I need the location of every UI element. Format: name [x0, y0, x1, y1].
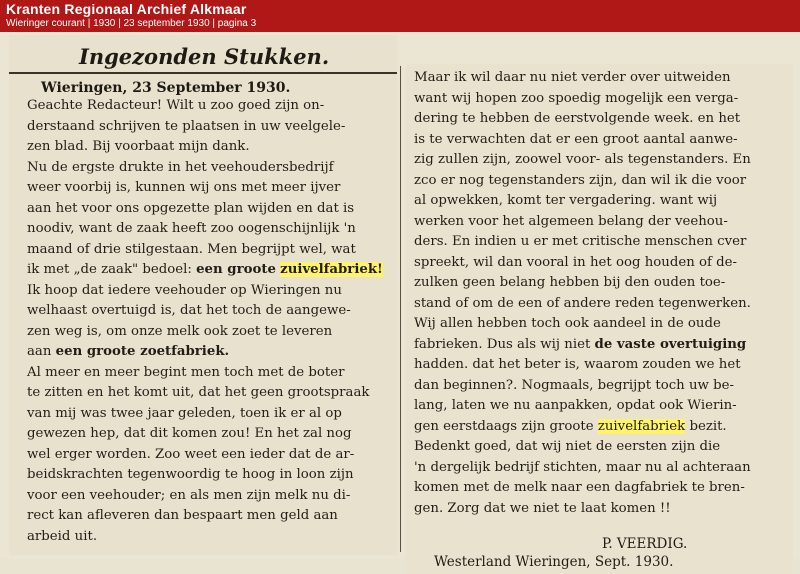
- newspaper-scan: [0, 32, 800, 570]
- text-line: noodiv, want de zaak heeft zoo oogenschijnlijk 'n: [27, 221, 356, 236]
- text-line: Bedenkt goed, dat wij niet de eersten zijn die: [414, 439, 721, 454]
- text-line: Maar ik wil daar nu niet verder over uitweiden: [414, 70, 731, 85]
- text-fragment: aan: [27, 344, 52, 359]
- column-divider: [400, 66, 401, 552]
- text-line: [414, 337, 746, 352]
- signature: P. VEERDIG.: [602, 536, 688, 552]
- text-line: arbeid uit.: [27, 528, 98, 544]
- bold-phrase: een groote: [196, 262, 276, 277]
- text-line: derstaand schrijven te plaatsen in uw veelgele-: [27, 118, 346, 134]
- text-line: werken voor het algemeen belang der veehou-: [414, 213, 728, 229]
- text-line: te zitten en het komt uit, dat het geen grootspraak: [27, 385, 370, 400]
- right-column: [406, 64, 793, 574]
- text-line: weer voorbij is, kunnen wij ons met meer ijver: [27, 180, 341, 195]
- dateline: Wieringen, 23 September 1930.: [41, 80, 291, 96]
- text-line: komen met de melk naar een dagfabriek te bren-: [414, 480, 745, 495]
- text-line: dering te hebben de eerstvolgende week. en het: [414, 111, 741, 126]
- search-highlight: zuivelfabriek: [597, 418, 686, 434]
- text-line: voor een veehouder; en als men zijn melk nu di-: [27, 487, 351, 503]
- text-line: maand of drie stilgestaan. Men begrijpt wel, wat: [27, 241, 356, 257]
- place-date: Westerland Wieringen, Sept. 1930.: [434, 554, 674, 570]
- text-line: [27, 344, 229, 359]
- text-fragment: fabrieken. Dus als wij niet: [414, 336, 591, 352]
- text-fragment: bezit.: [689, 418, 727, 434]
- text-line: hadden. dat het beter is, waarom zouden we het: [414, 357, 741, 372]
- text-line: zen blad. Bij voorbaat mijn dank.: [27, 139, 250, 154]
- text-line: welhaast overtuigd is, dat het toch de aangewe-: [27, 303, 351, 318]
- text-line: zen weg is, om onze melk ook zoet te leveren: [27, 323, 333, 339]
- archive-header: [0, 0, 800, 32]
- text-line: stand of om de een of andere reden tegenwerken.: [414, 295, 751, 311]
- archive-title: Kranten Regionaal Archief Alkmaar: [6, 1, 247, 17]
- text-line: al opwekken, komt ter vergadering. want wij: [414, 193, 718, 208]
- text-fragment: gen eerstdaags zijn groote: [414, 418, 594, 434]
- text-line: gen. Zorg dat we niet te laat komen !!: [414, 500, 671, 516]
- text-line: Nu de ergste drukte in het veehoudersbedrijf: [27, 159, 334, 175]
- search-highlight: zuivelfabriek!: [280, 262, 383, 277]
- text-line: [27, 262, 383, 277]
- text-line: 'n dergelijk bedrijf stichten, maar nu al achteraan: [414, 459, 751, 475]
- text-line: zig zullen zijn, zoowel voor- als tegenstanders. En: [414, 152, 751, 167]
- text-fragment: ik met „de zaak" bedoel:: [27, 262, 192, 277]
- text-line: spreekt, wil dan vooral in het oog houden of de-: [414, 254, 738, 270]
- text-line: zco er nog tegenstanders zijn, dan wil ik die voor: [414, 172, 747, 188]
- text-line: aan het voor ons opgezette plan wijden en dat is: [27, 200, 355, 216]
- heading-rule: [9, 72, 397, 74]
- text-line: ders. En indien u er met critische menschen cver: [414, 234, 747, 249]
- text-line: zulken geen belang hebben bij den ouden toe-: [414, 275, 726, 290]
- text-line: Ik hoop dat iedere veehouder op Wieringen nu: [27, 282, 342, 298]
- text-line: van mij was twee jaar geleden, toen ik er al op: [27, 405, 342, 421]
- text-line: want wij hopen zoo spoedig mogelijk een verga-: [414, 90, 739, 106]
- text-line: beidskrachten tegenwoordig te hoog in loon zijn: [27, 467, 354, 482]
- text-line: Geachte Redacteur! Wilt u zoo goed zijn on-: [27, 98, 325, 113]
- text-line: [414, 419, 727, 434]
- text-line: rect kan afleveren dan bespaart men geld aan: [27, 508, 338, 523]
- text-line: Wij allen hebben toch ook aandeel in de oude: [414, 316, 721, 331]
- section-heading: Ingezonden Stukken.: [79, 44, 330, 69]
- bold-phrase: de vaste overtuiging: [594, 336, 747, 352]
- text-line: is te verwachten dat er een groot aantal aanwe-: [414, 131, 738, 147]
- bold-phrase: een groote zoetfabriek.: [55, 344, 230, 359]
- left-column: [9, 35, 397, 555]
- archive-meta: Wieringer courant | 1930 | 23 september 1930 | pagina 3: [6, 18, 257, 29]
- text-line: dan beginnen?. Nogmaals, begrijpt toch uw be-: [414, 377, 735, 393]
- text-line: wel erger worden. Zoo weet een ieder dat de ar-: [27, 446, 355, 462]
- text-line: gewezen hep, dat dit komen zou! En het zal nog: [27, 426, 352, 441]
- text-line: Al meer en meer begint men toch met de boter: [27, 364, 345, 380]
- text-line: lang, laten we nu aanpakken, opdat ook Wierin-: [414, 398, 737, 413]
